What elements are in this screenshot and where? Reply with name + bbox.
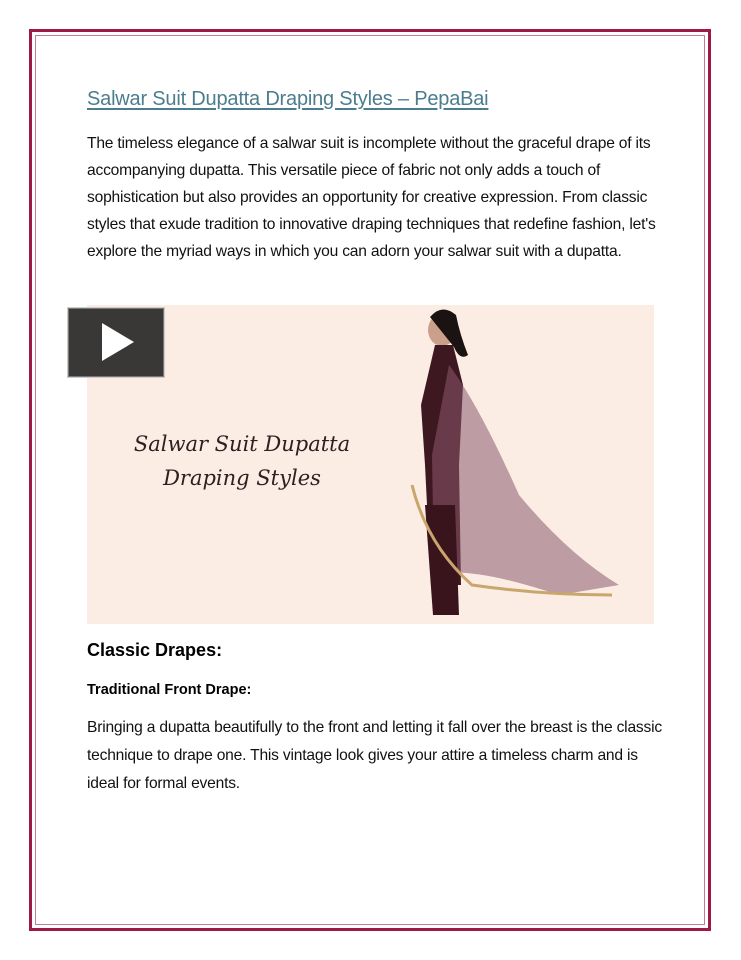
section-heading: Classic Drapes: [87,640,223,660]
intro-paragraph: The timeless elegance of a salwar suit is incomplete without the graceful drape of its accompanying dupatta. This versatile piece of fabric not only adds a touch of sophistication but also provides an opportunity for creative expression. From classic styles that exude tradition to innovative draping techniques that redefine fashion, let's explore the myriad ways in which you can adorn your salwar suit with a dupatta. [87,135,656,260]
play-video-button[interactable] [68,308,164,377]
subsection-heading: Traditional Front Drape: [87,682,252,698]
hero-caption-line-2: Draping Styles [163,466,321,490]
body-paragraph: Bringing a dupatta beautifully to the front and letting it fall over the breast is the classic technique to drape one. This vintage look gives your attire a timeless charm and is ideal for formal events. [87,719,662,792]
model-figure-illustration [87,305,654,624]
hero-caption-line-1: Salwar Suit Dupatta [133,432,351,456]
play-icon [102,323,134,361]
document-title-link[interactable]: Salwar Suit Dupatta Draping Styles – PepaBai [87,88,489,110]
hero-image [87,305,654,624]
